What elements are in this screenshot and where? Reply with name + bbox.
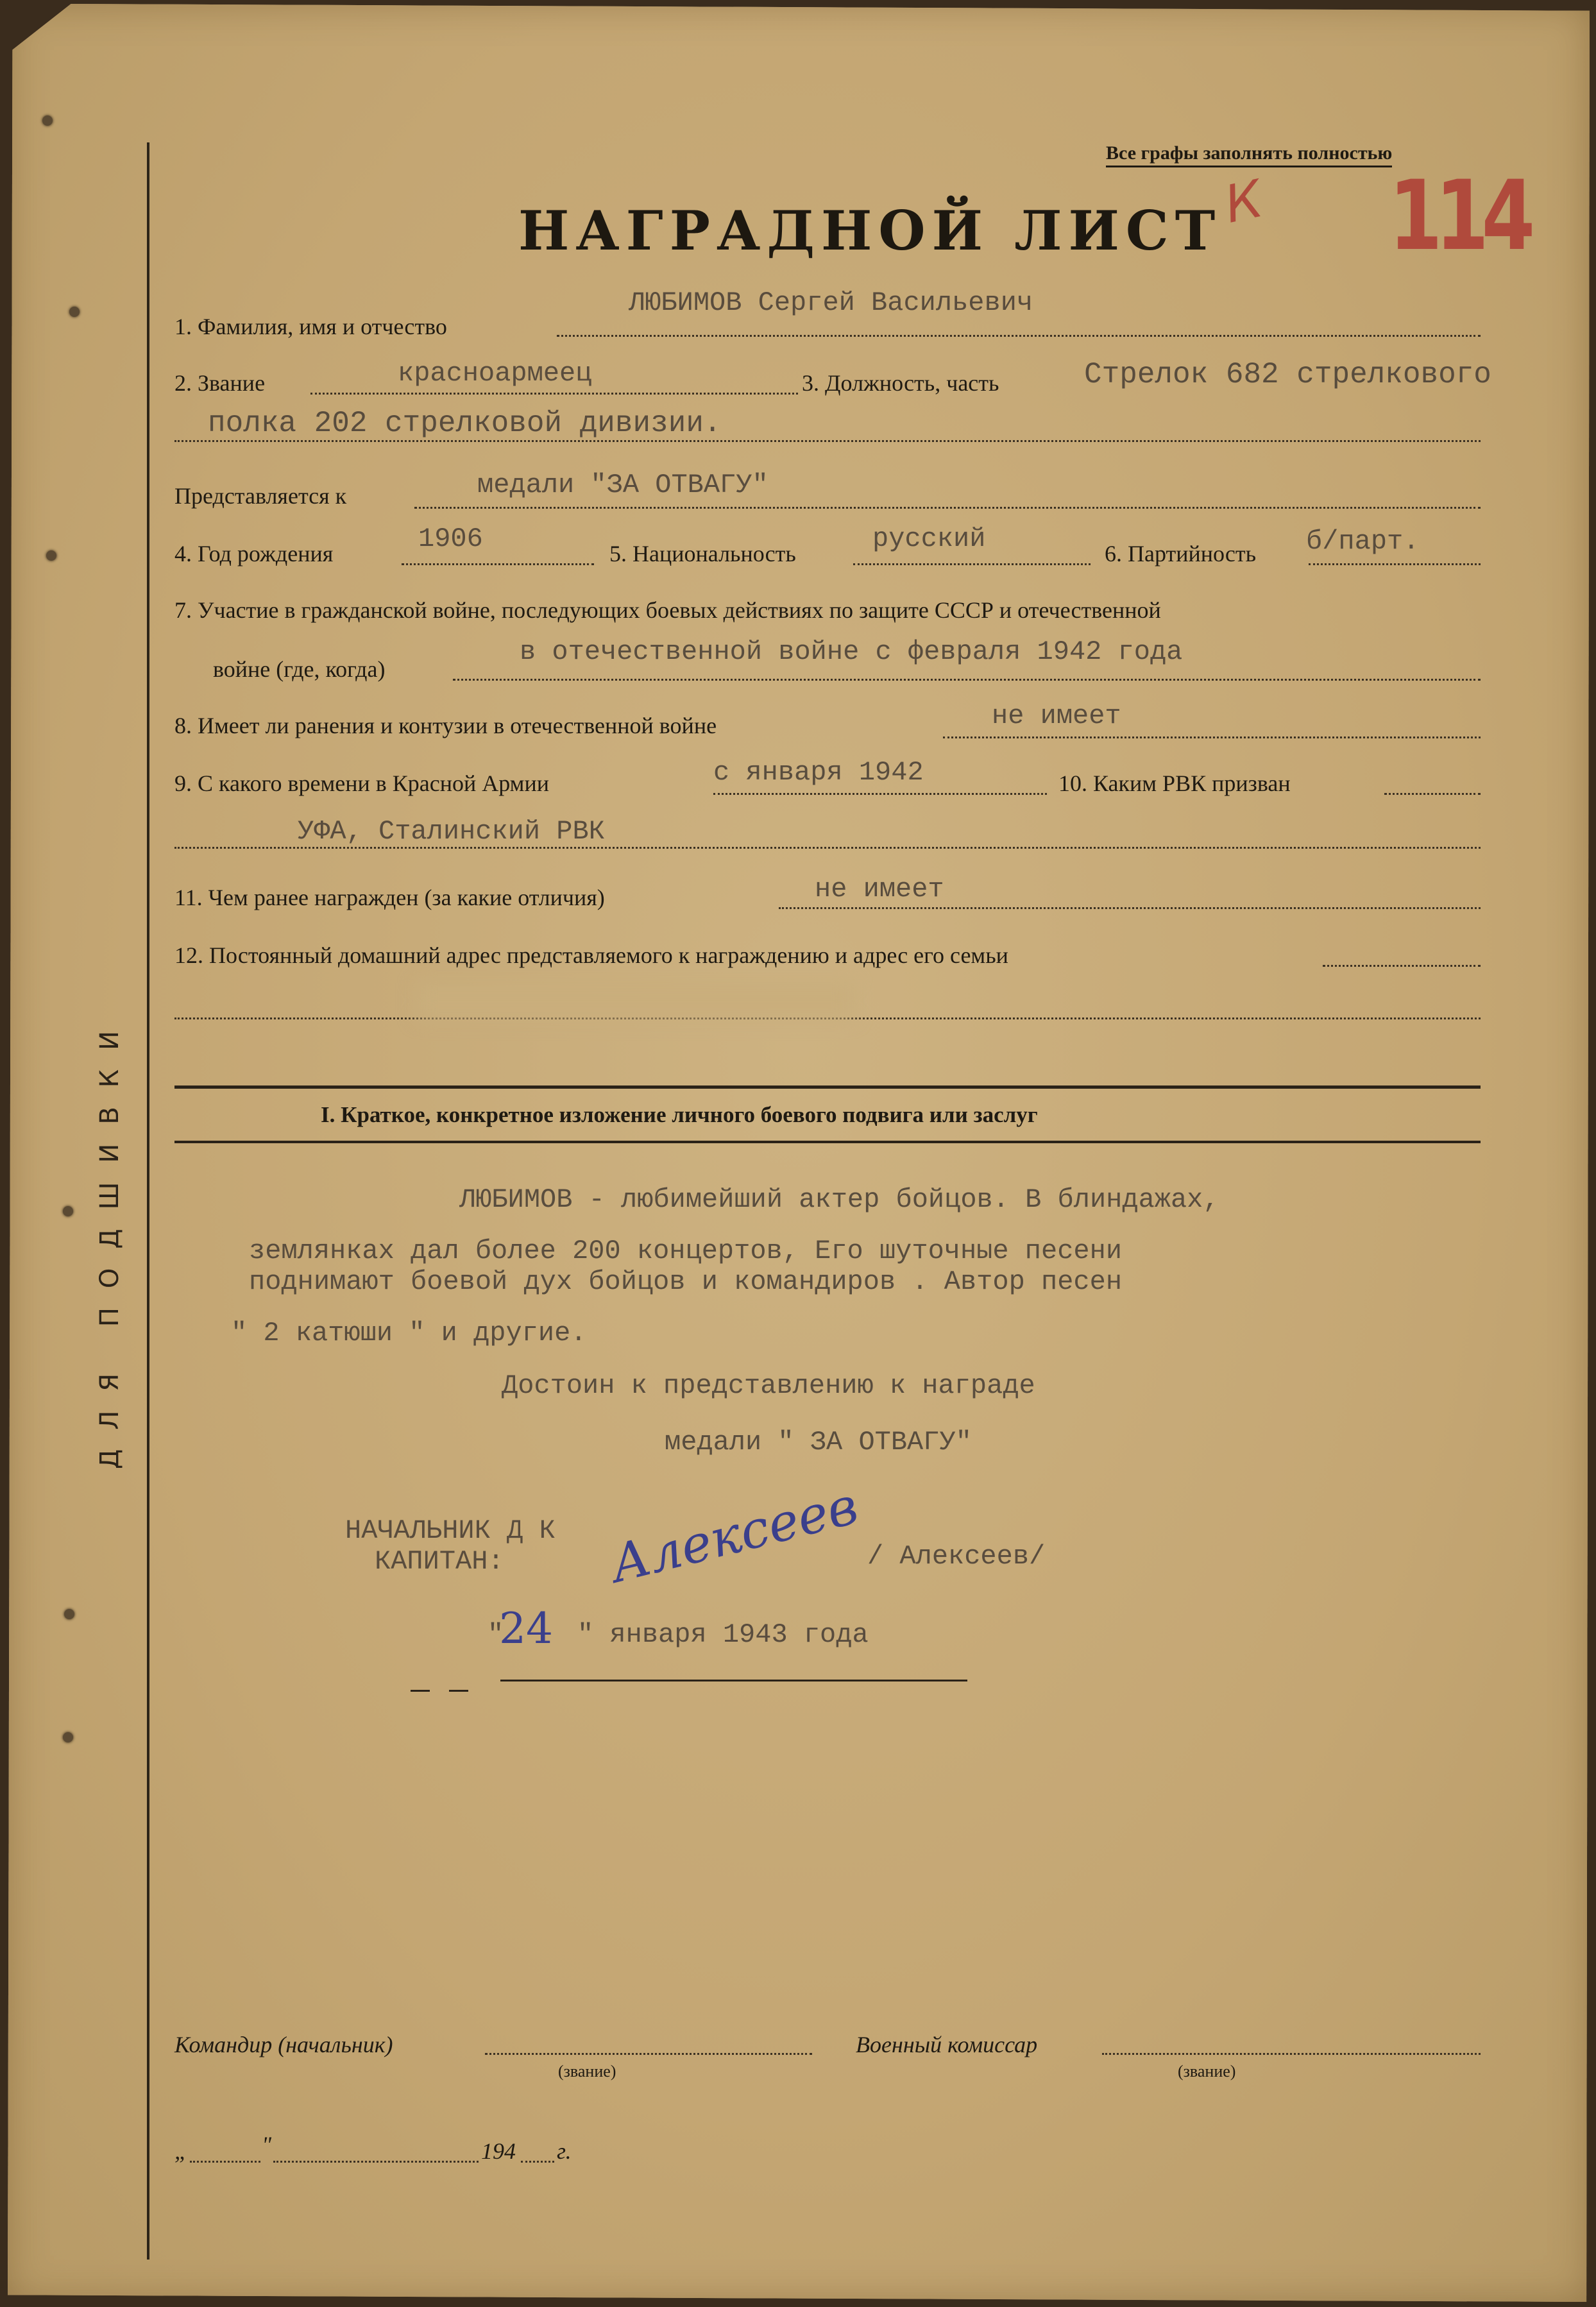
field-8-value: не имеет bbox=[992, 701, 1121, 731]
field-4-value: 1906 bbox=[418, 524, 483, 554]
field-11-label: 11. Чем ранее награжден (за какие отличия) bbox=[174, 885, 605, 910]
footer-year-g: г. bbox=[557, 2138, 572, 2164]
field-7-value: в отечественной войне с февраля 1942 года bbox=[520, 636, 1183, 667]
binding-hole bbox=[64, 1609, 74, 1619]
page-title: НАГРАДНОЙ ЛИСТ bbox=[518, 199, 1222, 262]
merit-text-line: медали " ЗА ОТВАГУ" bbox=[665, 1427, 972, 1458]
signer-name: / Алексеев/ bbox=[867, 1541, 1046, 1572]
date-underline-dash bbox=[449, 1690, 468, 1692]
field-6-label: 6. Партийность bbox=[1105, 541, 1257, 566]
field-11-line bbox=[779, 907, 1481, 909]
field-12-line bbox=[1323, 965, 1481, 967]
date-rest: " января 1943 года bbox=[577, 1619, 869, 1650]
field-3-value-line1: Стрелок 682 стрелкового bbox=[1084, 358, 1491, 391]
field-10-value: УФА, Сталинский РВК bbox=[298, 816, 605, 847]
binding-hole bbox=[63, 1732, 73, 1742]
date-underline-dash bbox=[411, 1690, 430, 1692]
field-6-line bbox=[1309, 563, 1481, 565]
footer-date-month-line bbox=[273, 2161, 479, 2163]
field-8-line bbox=[943, 736, 1481, 738]
field-5-line bbox=[853, 563, 1091, 565]
field-2-label: 2. Звание bbox=[174, 370, 266, 396]
footer-date-mid: " bbox=[262, 2132, 272, 2158]
binding-hole bbox=[42, 115, 53, 126]
field-7-label-line1: 7. Участие в гражданской войне, последующих боевых действиях по защите СССР и отечественной bbox=[174, 597, 1161, 623]
section-rule-bottom bbox=[174, 1141, 1481, 1143]
merit-text-line: ЛЮБИМОВ - любимейший актер бойцов. В блиндажах, bbox=[459, 1184, 1219, 1215]
field-2-line bbox=[310, 393, 798, 395]
field-3-value-line2: полка 202 стрелковой дивизии. bbox=[208, 407, 722, 440]
commissar-label: Военный комиссар bbox=[856, 2032, 1038, 2057]
commissar-rank-caption: (звание) bbox=[1178, 2062, 1236, 2081]
field-3-line bbox=[174, 440, 1481, 442]
merit-text-line: Достоин к представлению к награде bbox=[502, 1370, 1035, 1401]
field-7-label-line2: войне (где, когда) bbox=[213, 656, 386, 682]
merit-text-line: землянках дал более 200 концертов, Его шуточные песени bbox=[249, 1236, 1123, 1266]
section-1-heading: I. Краткое, конкретное изложение личного боевого подвига или заслуг bbox=[321, 1102, 1038, 1127]
field-9-line bbox=[713, 793, 1047, 795]
field-4-label: 4. Год рождения bbox=[174, 541, 334, 566]
footer-year-line bbox=[521, 2161, 554, 2163]
presented-label: Представляется к bbox=[174, 483, 347, 509]
red-mark-number: 114 bbox=[1389, 160, 1529, 272]
signer-title-line2: КАПИТАН: bbox=[375, 1546, 504, 1577]
field-6-value: б/парт. bbox=[1306, 526, 1420, 557]
binding-hole bbox=[69, 307, 80, 317]
binding-hole bbox=[63, 1206, 73, 1216]
binding-hole bbox=[46, 550, 56, 561]
field-10-label: 10. Каким РВК призван bbox=[1058, 770, 1291, 796]
date-underline bbox=[500, 1680, 967, 1681]
field-2-value: красноармеец bbox=[398, 358, 592, 389]
binding-side-label: ДЛЯ ПОДШИВКИ bbox=[95, 1011, 124, 1469]
binding-margin-line bbox=[147, 142, 149, 2260]
commissar-line bbox=[1102, 2053, 1481, 2055]
field-3-label: 3. Должность, часть bbox=[802, 370, 999, 396]
field-10-line2 bbox=[174, 847, 1481, 849]
field-1-value: ЛЮБИМОВ Сергей Васильевич bbox=[629, 287, 1033, 318]
signer-title-line1: НАЧАЛЬНИК Д К bbox=[345, 1515, 556, 1546]
document-sheet bbox=[8, 4, 1590, 2302]
field-12-label: 12. Постоянный домашний адрес представляемого к награждению и адрес его семьи bbox=[174, 942, 1008, 968]
handwritten-signature: Алексеев bbox=[604, 1475, 864, 1595]
presented-value: медали "ЗА ОТВАГУ" bbox=[477, 470, 768, 500]
footer-date-day-line bbox=[190, 2161, 260, 2163]
footer-date-open: „ bbox=[174, 2138, 188, 2164]
field-7-line bbox=[453, 679, 1481, 681]
commander-rank-caption: (звание) bbox=[558, 2062, 616, 2081]
date-open-quote: " bbox=[488, 1619, 504, 1650]
merit-text-line: " 2 катюши " и другие. bbox=[231, 1318, 587, 1349]
merit-text-line: поднимают боевой дух бойцов и командиров . Автор песен bbox=[249, 1266, 1123, 1297]
date-day-handwritten: 24 bbox=[499, 1604, 553, 1653]
field-1-line bbox=[557, 335, 1481, 337]
fill-note: Все графы заполнять полностью bbox=[1106, 142, 1392, 167]
section-rule-top bbox=[174, 1085, 1481, 1089]
commander-label: Командир (начальник) bbox=[174, 2032, 393, 2057]
field-4-line bbox=[402, 563, 594, 565]
field-1-label: 1. Фамилия, имя и отчество bbox=[174, 314, 447, 339]
redacted-address bbox=[417, 983, 853, 1019]
field-9-label: 9. С какого времени в Красной Армии bbox=[174, 770, 549, 796]
presented-line bbox=[414, 507, 1481, 509]
commander-line bbox=[485, 2053, 812, 2055]
red-mark-k: К bbox=[1219, 169, 1268, 235]
footer-year: 194 bbox=[481, 2138, 516, 2164]
field-9-value: с января 1942 bbox=[713, 757, 924, 788]
field-10-line bbox=[1384, 793, 1481, 795]
field-5-value: русский bbox=[872, 524, 986, 554]
field-5-label: 5. Национальность bbox=[609, 541, 796, 566]
field-8-label: 8. Имеет ли ранения и контузии в отечественной войне bbox=[174, 713, 717, 738]
field-11-value: не имеет bbox=[815, 874, 944, 905]
